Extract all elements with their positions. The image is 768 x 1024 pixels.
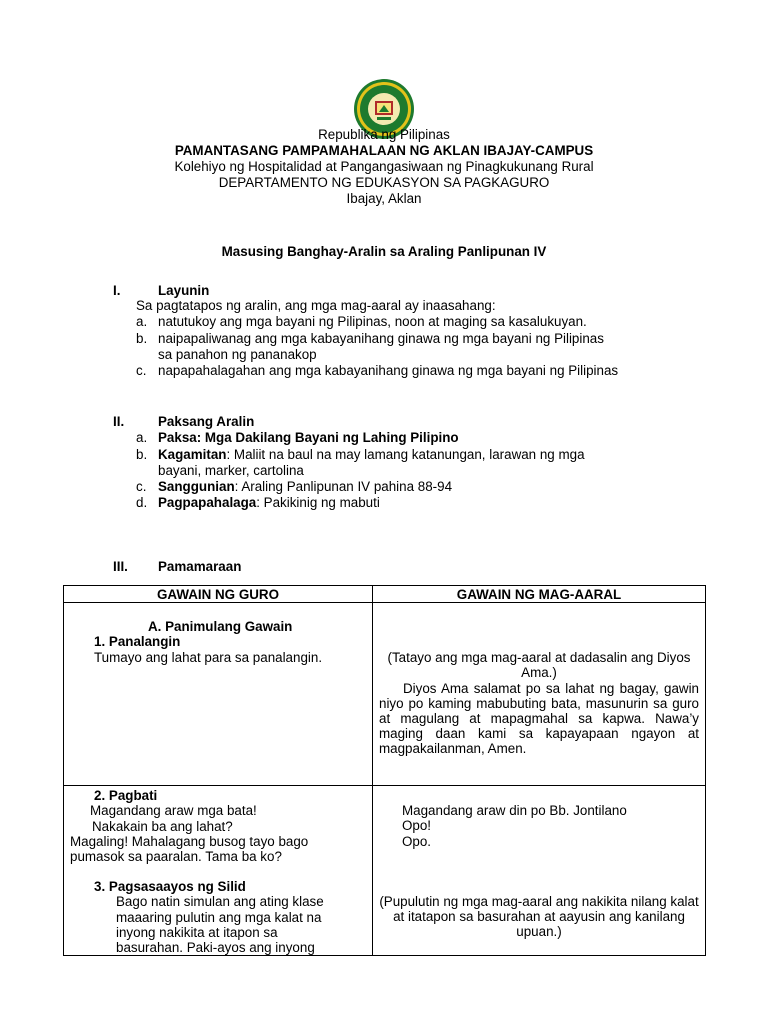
teacher-column-header: GAWAIN NG GURO	[64, 586, 373, 603]
objective-text-cont: sa panahon ng pananakop	[158, 347, 317, 362]
materials-text-cont: bayani, marker, cartolina	[158, 463, 304, 478]
student-column-header: GAWAIN NG MAG-AARAL	[373, 586, 706, 603]
section1-intro: Sa pagtatapos ng aralin, ang mga mag-aaral ay inaasahang:	[136, 298, 496, 313]
teacher-line: Nakakain ba ang lahat?	[92, 818, 233, 834]
values-item	[158, 495, 380, 511]
reference-text: : Araling Panlipunan IV pahina 88-94	[234, 479, 453, 494]
prayer-text: Diyos Ama salamat po sa lahat ng bagay, gawin niyo po kaming mabubuting bata, masunurin sa guro at magulang at mapagmahal sa kapwa. Nawa’y maging daan kami sa kapayapaan ngayon at magpakailanman, Amen.	[379, 680, 699, 757]
materials-text: : Maliit na baul na may lamang katanungan, larawan ng mga	[226, 447, 585, 462]
teacher-line: basurahan. Paki-ayos ang inyong	[116, 940, 315, 956]
teacher-line: pumasok sa paaralan. Tama ba ko?	[70, 849, 282, 865]
table-row	[64, 603, 706, 786]
objective-text: natutukoy ang mga bayani ng Pilipinas, noon at maging sa kasalukuyan.	[158, 314, 587, 329]
objective-letter: a.	[136, 314, 148, 329]
teacher-line: Bago natin simulan ang ating klase	[116, 894, 324, 910]
location: Ibajay, Aklan	[346, 191, 422, 206]
topic-letter: a.	[136, 430, 148, 445]
teacher-instruction: Tumayo ang lahat para sa panalangin.	[94, 649, 323, 665]
department-name: DEPARTAMENTO NG EDUKASYON SA PAGKAGURO	[218, 175, 550, 190]
teacher-line: Magandang araw mga bata!	[90, 803, 257, 819]
activity-title: 3. Pagsasaayos ng Silid	[94, 879, 246, 895]
republic-line: Republika ng Pilipinas	[318, 127, 450, 142]
objective-text: napapahalagahan ang mga kabayanihang ginawa ng mga bayani ng Pilipinas	[158, 363, 619, 378]
topic-item	[158, 430, 459, 446]
document-title: Masusing Banghay-Aralin sa Araling Panlipunan IV	[221, 244, 547, 259]
topic-label: Paksa: Mga Dakilang Bayani ng Lahing Pilipino	[158, 430, 459, 445]
values-letter: d.	[136, 495, 148, 510]
teacher-line: Magaling! Mahalagang busog tayo bago	[70, 833, 309, 849]
college-name: Kolehiyo ng Hospitalidad at Pangangasiwaan ng Pinagkukunang Rural	[174, 159, 594, 174]
objective-letter: b.	[136, 331, 148, 346]
reference-item	[158, 479, 452, 495]
student-line: Magandang araw din po Bb. Jontilano	[402, 803, 627, 819]
objective-text: naipapaliwanag ang mga kabayanihang ginawa ng mga bayani ng Pilipinas	[158, 331, 604, 346]
student-line: Opo.	[402, 833, 432, 849]
section3-heading: Pamamaraan	[158, 559, 242, 574]
objective-letter: c.	[136, 363, 147, 378]
section1-number: I.	[113, 283, 121, 298]
activity-title: 1. Panalangin	[94, 634, 181, 650]
procedure-table	[63, 585, 706, 956]
section3-number: III.	[113, 559, 128, 574]
teacher-line: maaaring pulutin ang mga kalat na	[116, 909, 322, 925]
materials-letter: b.	[136, 447, 148, 462]
subsection-heading: A. Panimulang Gawain	[148, 619, 293, 635]
values-text: : Pakikinig ng mabuti	[256, 495, 380, 510]
student-line: Opo!	[402, 818, 432, 834]
materials-label: Kagamitan	[158, 447, 227, 462]
reference-letter: c.	[136, 479, 147, 494]
student-cell	[373, 603, 706, 786]
student-response: (Tatayo ang mga mag-aaral at dadasalin ang Diyos Ama.)	[387, 650, 691, 681]
reference-label: Sanggunian	[158, 479, 235, 494]
teacher-line: inyong nakikita at itapon sa	[116, 924, 278, 940]
materials-item	[158, 447, 585, 463]
values-label: Pagpapahalaga	[158, 495, 257, 510]
section2-number: II.	[113, 414, 125, 429]
section1-heading: Layunin	[158, 283, 210, 298]
university-name: PAMANTASANG PAMPAMAHALAAN NG AKLAN IBAJAY-CAMPUS	[174, 143, 594, 158]
table-row	[64, 786, 706, 956]
table-header-row	[64, 586, 706, 603]
section2-heading: Paksang Aralin	[158, 414, 255, 429]
activity-title: 2. Pagbati	[94, 788, 158, 804]
student-cell	[373, 786, 706, 956]
student-response: (Pupulutin ng mga mag-aaral ang nakikita nilang kalat at itatapon sa basurahan at aayusin ang kanilang upuan.)	[379, 893, 699, 940]
teacher-cell	[64, 786, 373, 956]
teacher-cell	[64, 603, 373, 786]
